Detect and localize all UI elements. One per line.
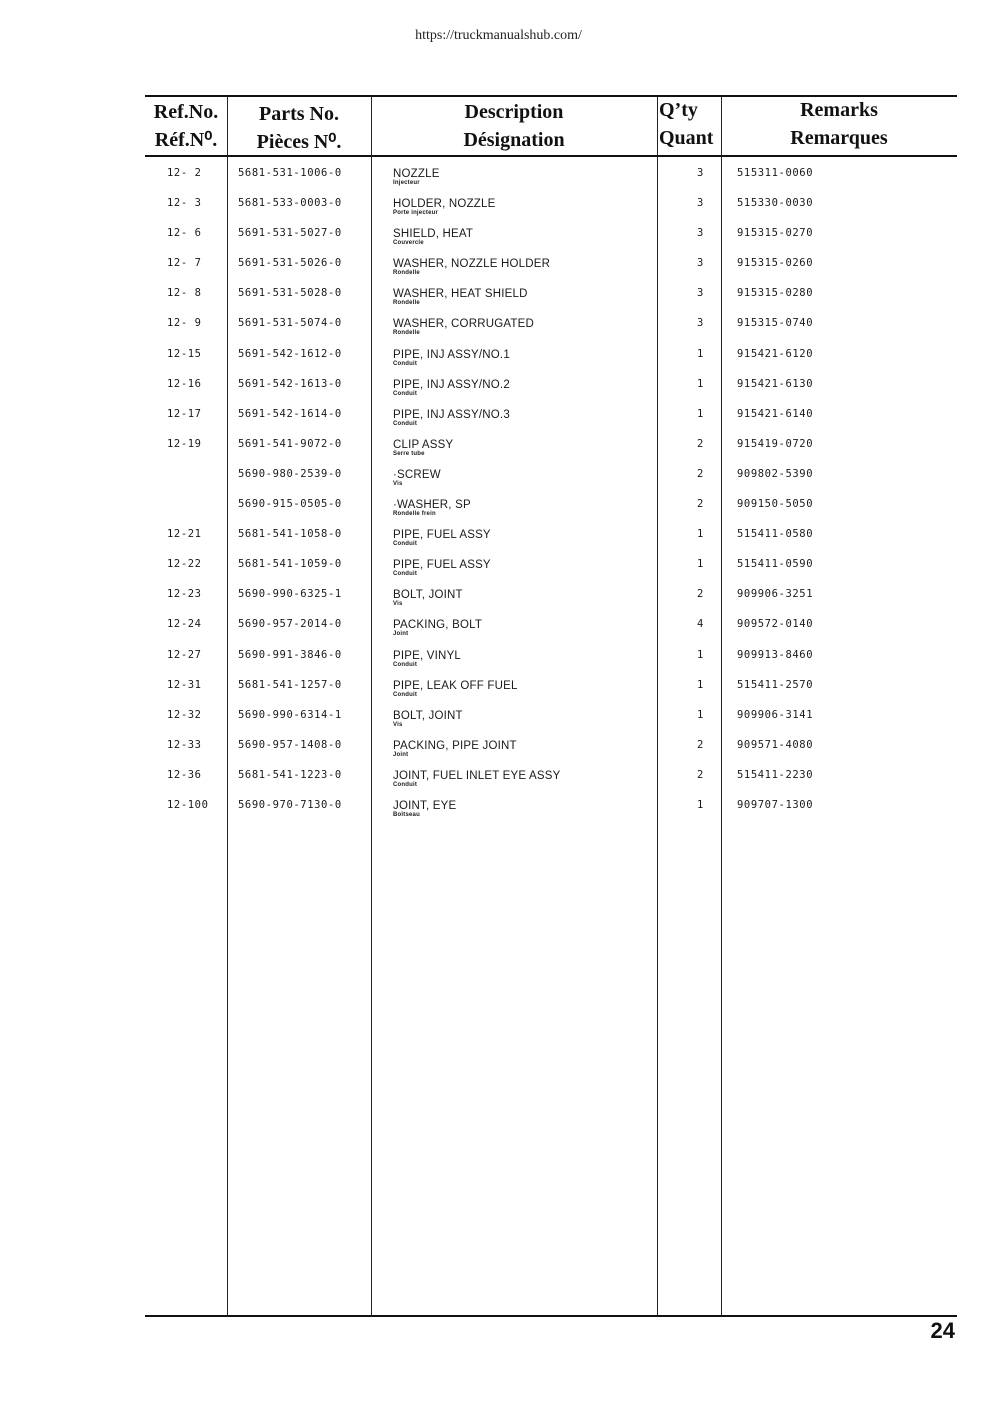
description-fr: Rondelle frein <box>393 511 436 518</box>
description-en: HOLDER, NOZZLE <box>393 198 496 211</box>
description <box>393 318 534 337</box>
description-fr: Serre tube <box>393 450 425 457</box>
quantity: 2 <box>697 437 704 450</box>
table-row <box>145 283 957 313</box>
description <box>393 349 510 368</box>
remarks: 915315-0740 <box>737 317 814 330</box>
part-number: 5690-957-1408-0 <box>238 738 342 751</box>
description-en: SHIELD, HEAT <box>393 228 474 241</box>
ref-number: 12- 7 <box>167 257 202 270</box>
description <box>393 680 518 699</box>
ref-number: 12-15 <box>167 347 202 360</box>
ref-number: 12-22 <box>167 558 202 571</box>
description-en: BOLT, JOINT <box>393 589 463 602</box>
quantity: 3 <box>697 317 704 330</box>
part-number: 5690-990-6325-1 <box>238 588 342 601</box>
quantity: 3 <box>697 287 704 300</box>
remarks: 515411-0590 <box>737 558 814 571</box>
header-desc-fr: Désignation <box>463 129 565 151</box>
part-number: 5691-531-5026-0 <box>238 257 342 270</box>
quantity: 3 <box>697 227 704 240</box>
description-fr: Rondelle <box>393 330 420 337</box>
header-desc-en: Description <box>464 101 564 123</box>
description-fr: Conduit <box>393 571 418 578</box>
remarks: 915421-6130 <box>737 377 814 390</box>
quantity: 1 <box>697 678 704 691</box>
quantity: 1 <box>697 407 704 420</box>
table-row <box>145 494 957 524</box>
description-fr: Boîtseau <box>393 811 420 818</box>
description <box>393 740 517 759</box>
ref-number: 12-23 <box>167 588 202 601</box>
part-number: 5681-541-1223-0 <box>238 768 342 781</box>
part-number: 5681-531-1006-0 <box>238 167 342 179</box>
table-bottom-rule <box>145 1315 957 1317</box>
remarks: 909913-8460 <box>737 648 814 661</box>
header-remarks <box>721 96 957 152</box>
description-en: WASHER, CORRUGATED <box>393 318 534 331</box>
table-body <box>145 163 957 825</box>
table-row <box>145 193 957 223</box>
remarks: 915315-0270 <box>737 227 814 240</box>
quantity: 2 <box>697 467 704 480</box>
ref-number: 12-36 <box>167 768 202 781</box>
part-number: 5691-531-5074-0 <box>238 317 342 330</box>
description-fr: Conduit <box>393 661 418 668</box>
table-row <box>145 765 957 795</box>
description <box>393 258 550 277</box>
table-row <box>145 584 957 614</box>
description <box>393 168 440 187</box>
part-number: 5691-531-5028-0 <box>238 287 342 300</box>
description <box>393 800 456 819</box>
table-row <box>145 675 957 705</box>
ref-number: 12- 3 <box>167 197 202 210</box>
description-fr: Vis <box>393 721 403 728</box>
part-number: 5691-531-5027-0 <box>238 227 342 240</box>
remarks: 909802-5390 <box>737 467 814 480</box>
description-fr: Joint <box>393 751 409 758</box>
ref-number: 12-100 <box>167 798 209 811</box>
description-en: ·WASHER, SP <box>393 499 471 512</box>
description-en: JOINT, FUEL INLET EYE ASSY <box>393 769 561 782</box>
ref-number: 12- 9 <box>167 317 202 330</box>
header-qty-fr: Quant <box>659 127 714 149</box>
ref-number: 12-27 <box>167 648 202 661</box>
quantity: 2 <box>697 768 704 781</box>
ref-number: 12-21 <box>167 528 202 541</box>
description-fr: Conduit <box>393 360 418 367</box>
quantity: 2 <box>697 588 704 601</box>
quantity: 1 <box>697 798 704 811</box>
table-row <box>145 464 957 494</box>
quantity: 2 <box>697 738 704 751</box>
part-number: 5690-915-0505-0 <box>238 498 342 511</box>
description-en: PIPE, FUEL ASSY <box>393 529 491 542</box>
table-row <box>145 554 957 584</box>
quantity: 1 <box>697 528 704 541</box>
header-remarks-fr: Remarques <box>790 127 888 149</box>
description <box>393 499 471 518</box>
part-number: 5690-957-2014-0 <box>238 618 342 631</box>
part-number: 5691-542-1613-0 <box>238 377 342 390</box>
part-number: 5681-541-1058-0 <box>238 528 342 541</box>
description-fr: Conduit <box>393 420 418 427</box>
part-number: 5690-970-7130-0 <box>238 798 342 811</box>
description-fr: Conduit <box>393 541 418 548</box>
ref-number: 12- 8 <box>167 287 202 300</box>
description <box>393 288 528 307</box>
ref-number: 12-16 <box>167 377 202 390</box>
description-fr: Conduit <box>393 390 418 397</box>
part-number: 5690-980-2539-0 <box>238 467 342 480</box>
description-en: PIPE, FUEL ASSY <box>393 559 491 572</box>
remarks: 909707-1300 <box>737 798 814 811</box>
quantity: 2 <box>697 498 704 511</box>
ref-number: 12-32 <box>167 708 202 721</box>
description-en: JOINT, EYE <box>393 799 457 812</box>
quantity: 3 <box>697 167 704 179</box>
description <box>393 198 495 217</box>
description-en: NOZZLE <box>393 168 440 180</box>
description-fr: Injecteur <box>393 180 420 186</box>
remarks: 909150-5050 <box>737 498 814 511</box>
quantity: 1 <box>697 347 704 360</box>
source-url: https://truckmanualshub.com/ <box>415 28 582 43</box>
table-row <box>145 645 957 675</box>
description-fr: Joint <box>393 631 409 638</box>
page-number: 24 <box>930 1318 955 1343</box>
description <box>393 650 461 669</box>
description-en: PIPE, VINYL <box>393 649 462 662</box>
header-ref-fr: Réf.N⁰. <box>154 129 218 151</box>
description <box>393 379 510 398</box>
description-en: BOLT, JOINT <box>393 709 463 722</box>
description <box>393 409 510 428</box>
header-quantity <box>657 96 723 152</box>
header-ref-en: Ref.No. <box>153 101 219 123</box>
remarks: 909906-3141 <box>737 708 814 721</box>
table-row <box>145 705 957 735</box>
description-fr: Vis <box>393 480 403 487</box>
description <box>393 770 561 789</box>
description-en: PIPE, LEAK OFF FUEL <box>393 679 518 692</box>
table-row <box>145 344 957 374</box>
quantity: 1 <box>697 558 704 571</box>
description <box>393 710 463 729</box>
ref-number: 12-17 <box>167 407 202 420</box>
table-row <box>145 313 957 343</box>
header-ref <box>145 98 227 154</box>
part-number: 5691-542-1614-0 <box>238 407 342 420</box>
description-fr: Rondelle <box>393 300 420 307</box>
header-remarks-en: Remarks <box>800 99 878 121</box>
description <box>393 439 453 458</box>
table-row <box>145 795 957 825</box>
quantity: 3 <box>697 257 704 270</box>
description-fr: Porte injecteur <box>393 210 439 217</box>
part-number: 5690-991-3846-0 <box>238 648 342 661</box>
header-description <box>371 98 657 154</box>
description-fr: Conduit <box>393 691 418 698</box>
remarks: 909572-0140 <box>737 618 814 631</box>
header-parts-en: Parts No. <box>259 103 339 125</box>
ref-number: 12-33 <box>167 738 202 751</box>
description <box>393 589 463 608</box>
parts-table <box>145 95 957 1317</box>
table-row <box>145 735 957 765</box>
remarks: 515411-2230 <box>737 768 814 781</box>
table-row <box>145 434 957 464</box>
table-row <box>145 163 957 193</box>
header-qty-en: Q’ty <box>659 99 698 121</box>
ref-number: 12-19 <box>167 437 202 450</box>
description <box>393 529 491 548</box>
description <box>393 619 482 638</box>
remarks: 915315-0260 <box>737 257 814 270</box>
description-en: PIPE, INJ ASSY/NO.3 <box>393 408 510 421</box>
description <box>393 228 473 247</box>
part-number: 5681-533-0003-0 <box>238 197 342 210</box>
table-row <box>145 404 957 434</box>
part-number: 5681-541-1257-0 <box>238 678 342 691</box>
description-en: CLIP ASSY <box>393 438 454 451</box>
quantity: 3 <box>697 197 704 210</box>
description-en: WASHER, NOZZLE HOLDER <box>393 258 551 271</box>
description-en: PIPE, INJ ASSY/NO.2 <box>393 378 510 391</box>
quantity: 4 <box>697 618 704 631</box>
description-en: ·SCREW <box>393 468 441 481</box>
description-en: PACKING, PIPE JOINT <box>393 739 517 752</box>
table-row <box>145 524 957 554</box>
quantity: 1 <box>697 648 704 661</box>
remarks: 515411-0580 <box>737 528 814 541</box>
part-number: 5691-542-1612-0 <box>238 347 342 360</box>
ref-number: 12-31 <box>167 678 202 691</box>
part-number: 5690-990-6314-1 <box>238 708 342 721</box>
table-row <box>145 253 957 283</box>
part-number: 5691-541-9072-0 <box>238 437 342 450</box>
table-row <box>145 223 957 253</box>
description-en: WASHER, HEAT SHIELD <box>393 288 528 301</box>
description <box>393 559 491 578</box>
quantity: 1 <box>697 708 704 721</box>
table-row <box>145 614 957 644</box>
description-fr: Rondelle <box>393 270 420 277</box>
remarks: 915421-6140 <box>737 407 814 420</box>
ref-number: 12- 6 <box>167 227 202 240</box>
remarks: 915421-6120 <box>737 347 814 360</box>
description <box>393 469 441 488</box>
table-row <box>145 374 957 404</box>
part-number: 5681-541-1059-0 <box>238 558 342 571</box>
remarks: 515330-0030 <box>737 197 814 210</box>
header-parts <box>227 100 371 156</box>
description-en: PIPE, INJ ASSY/NO.1 <box>393 348 510 361</box>
remarks: 915315-0280 <box>737 287 814 300</box>
remarks: 909571-4080 <box>737 738 814 751</box>
description-fr: Conduit <box>393 781 418 788</box>
remarks: 915419-0720 <box>737 437 814 450</box>
remarks: 515411-2570 <box>737 678 814 691</box>
description-fr: Vis <box>393 601 403 608</box>
remarks: 515311-0060 <box>737 167 814 179</box>
quantity: 1 <box>697 377 704 390</box>
ref-number: 12-24 <box>167 618 202 631</box>
ref-number: 12- 2 <box>167 167 202 179</box>
description-en: PACKING, BOLT <box>393 619 483 632</box>
description-fr: Couvercle <box>393 240 424 247</box>
header-parts-fr: Pièces N⁰. <box>256 131 342 153</box>
remarks: 909906-3251 <box>737 588 814 601</box>
